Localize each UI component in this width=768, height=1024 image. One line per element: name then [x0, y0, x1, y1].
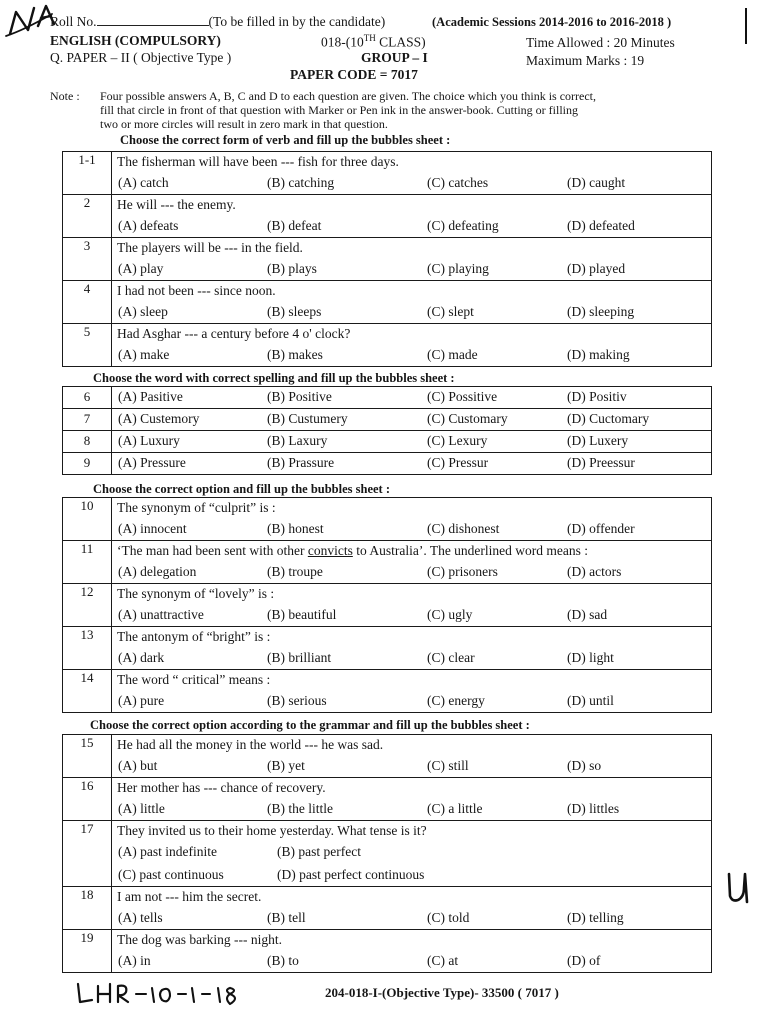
question-row [63, 778, 712, 821]
question-text: The antonym of “bright” is : [117, 629, 271, 644]
roll-label: Roll No. [50, 14, 97, 29]
option-d: (D) past perfect continuous [277, 867, 425, 882]
options-row [112, 257, 711, 280]
question-row [63, 238, 712, 281]
option-a: (A) dark [118, 650, 165, 665]
options-row [112, 906, 711, 929]
question-body [112, 627, 712, 670]
handwritten-margin-mark [724, 870, 754, 906]
note-line-2: fill that circle in front of that question with Marker or Pen ink in the answer-book. Cutting or filling [100, 103, 578, 117]
roll-note: (To be filled in by the candidate) [208, 14, 386, 29]
question-row [63, 887, 712, 930]
option-a: (A) defeats [118, 218, 179, 233]
question-text: Her mother has --- chance of recovery. [117, 780, 326, 795]
option-d: (D) played [567, 261, 626, 276]
question-row [63, 930, 712, 973]
question-text-part: to Australia’. The underlined word means : [352, 543, 589, 558]
option-c: (C) playing [427, 261, 489, 276]
question-body [112, 453, 712, 475]
options-row [112, 171, 711, 194]
option-d: (D) light [567, 650, 614, 665]
question-number: 13 [63, 627, 112, 670]
option-a: (A) in [118, 953, 151, 968]
section-3-table [62, 497, 712, 713]
option-b: (B) tell [267, 910, 306, 925]
option-c: (C) energy [427, 693, 485, 708]
option-b: (B) Prassure [267, 455, 335, 470]
question-text: He had all the money in the world --- he was sad. [117, 737, 384, 752]
option-b: (B) past perfect [277, 844, 361, 859]
option-d: (D) defeated [567, 218, 635, 233]
option-c: (C) a little [427, 801, 483, 816]
question-text: The word “ critical” means : [117, 672, 271, 687]
question-number: 2 [63, 195, 112, 238]
option-a: (A) innocent [118, 521, 187, 536]
option-d: (D) offender [567, 521, 635, 536]
options-row [112, 689, 711, 712]
question-text: He will --- the enemy. [117, 197, 236, 212]
question-number: 3 [63, 238, 112, 281]
options-row [112, 754, 711, 777]
option-d: (D) Cuctomary [567, 411, 650, 426]
question-body [112, 735, 712, 778]
option-a: (A) Pasitive [118, 389, 183, 404]
option-c: (C) made [427, 347, 478, 362]
options-row [112, 797, 711, 820]
question-text: The synonym of “lovely” is : [117, 586, 275, 601]
question-row [63, 281, 712, 324]
options-row [112, 300, 711, 323]
option-a: (A) sleep [118, 304, 168, 319]
option-a: (A) but [118, 758, 158, 773]
section-3-title: Choose the correct option and fill up the bubbles sheet : [93, 482, 391, 496]
question-row [63, 821, 712, 887]
option-a: (A) Custemory [118, 411, 200, 426]
option-a: (A) unattractive [118, 607, 204, 622]
question-number: 4 [63, 281, 112, 324]
paper-type: Q. PAPER – II ( Objective Type ) [50, 50, 232, 65]
question-body [112, 541, 712, 584]
question-text: The players will be --- in the field. [117, 240, 303, 255]
question-row [63, 431, 712, 453]
options-row [112, 409, 711, 430]
option-d: (D) making [567, 347, 630, 362]
question-body [112, 324, 712, 367]
option-c: (C) ugly [427, 607, 473, 622]
question-row [63, 324, 712, 367]
question-row [63, 627, 712, 670]
section-1-title: Choose the correct form of verb and fill up the bubbles sheet : [120, 133, 451, 147]
option-c: (C) Customary [427, 411, 508, 426]
option-d: (D) Positiv [567, 389, 627, 404]
question-body [112, 238, 712, 281]
options-row [112, 431, 711, 452]
option-b: (B) yet [267, 758, 305, 773]
option-b: (B) makes [267, 347, 323, 362]
handwritten-date [74, 980, 244, 1010]
question-text: I had not been --- since noon. [117, 283, 276, 298]
time-allowed: Time Allowed : 20 Minutes [526, 35, 675, 50]
option-a: (A) Luxury [118, 433, 180, 448]
question-text: They invited us to their home yesterday. What tense is it? [117, 823, 427, 838]
option-d: (D) until [567, 693, 614, 708]
footer-code: 204-018-I-(Objective Type)- 33500 ( 7017 ) [325, 985, 559, 1000]
option-d: (D) littles [567, 801, 620, 816]
question-number: 14 [63, 670, 112, 713]
underlined-word: convicts [307, 543, 353, 558]
option-b: (B) to [267, 953, 299, 968]
roll-blank-line [97, 25, 209, 26]
option-c: (C) Possitive [427, 389, 498, 404]
options-row [112, 343, 711, 366]
question-number: 10 [63, 498, 112, 541]
question-text [112, 541, 711, 560]
option-d: (D) sad [567, 607, 608, 622]
option-c: (C) past continuous [118, 867, 224, 882]
question-body [112, 431, 712, 453]
question-row [63, 498, 712, 541]
options-row [112, 863, 711, 886]
option-d: (D) so [567, 758, 602, 773]
note-label: Note : [50, 89, 80, 103]
option-a: (A) catch [118, 175, 169, 190]
question-body [112, 409, 712, 431]
option-c: (C) dishonest [427, 521, 500, 536]
options-row [112, 646, 711, 669]
option-c: (C) prisoners [427, 564, 498, 579]
group-label: GROUP – I [361, 50, 428, 65]
option-b: (B) Custumery [267, 411, 348, 426]
option-b: (B) sleeps [267, 304, 322, 319]
question-row [63, 584, 712, 627]
option-c: (C) clear [427, 650, 475, 665]
question-row [63, 541, 712, 584]
option-b: (B) serious [267, 693, 327, 708]
option-d: (D) caught [567, 175, 626, 190]
question-number: 19 [63, 930, 112, 973]
option-a: (A) delegation [118, 564, 197, 579]
option-c: (C) told [427, 910, 470, 925]
option-a: (A) make [118, 347, 170, 362]
question-body [112, 930, 712, 973]
option-c: (C) slept [427, 304, 474, 319]
question-text: The dog was barking --- night. [117, 932, 282, 947]
option-d: (D) sleeping [567, 304, 635, 319]
option-a: (A) little [118, 801, 165, 816]
option-b: (B) defeat [267, 218, 322, 233]
option-a: (A) tells [118, 910, 163, 925]
question-number: 15 [63, 735, 112, 778]
class-label: 018-(10TH CLASS) [321, 33, 426, 50]
question-row [63, 195, 712, 238]
section-4-title: Choose the correct option according to the grammar and fill up the bubbles sheet : [90, 718, 530, 732]
options-row [112, 560, 711, 583]
option-a: (A) Pressure [118, 455, 186, 470]
option-b: (B) brilliant [267, 650, 332, 665]
option-b: (B) Positive [267, 389, 332, 404]
question-body [112, 670, 712, 713]
question-text-part: ‘The man had been sent with other [117, 543, 308, 558]
section-4-table [62, 734, 712, 973]
question-number: 12 [63, 584, 112, 627]
option-c: (C) Pressur [427, 455, 489, 470]
question-number: 11 [63, 541, 112, 584]
option-b: (B) honest [267, 521, 324, 536]
section-2-table [62, 386, 712, 475]
option-d: (D) telling [567, 910, 624, 925]
question-row [63, 409, 712, 431]
option-b: (B) plays [267, 261, 317, 276]
section-2-title: Choose the word with correct spelling and fill up the bubbles sheet : [93, 371, 455, 385]
question-row [63, 387, 712, 409]
note-line-1: Four possible answers A, B, C and D to each question are given. The choice which you think is correct, [100, 89, 597, 103]
options-row [112, 949, 711, 972]
option-a: (A) pure [118, 693, 165, 708]
question-body [112, 887, 712, 930]
question-body [112, 195, 712, 238]
question-body [112, 152, 712, 195]
question-text: The fisherman will have been --- fish for three days. [117, 154, 399, 169]
paper-code: PAPER CODE = 7017 [290, 67, 418, 82]
question-body [112, 387, 712, 409]
option-b: (B) troupe [267, 564, 323, 579]
question-body [112, 281, 712, 324]
question-number: 18 [63, 887, 112, 930]
question-number: 6 [63, 387, 112, 409]
option-d: (D) Preessur [567, 455, 635, 470]
question-text: The synonym of “culprit” is : [117, 500, 276, 515]
section-1-table [62, 151, 712, 367]
question-text: I am not --- him the secret. [117, 889, 262, 904]
options-row [112, 453, 711, 474]
question-row [63, 152, 712, 195]
option-b: (B) catching [267, 175, 335, 190]
note-line-3: two or more circles will result in zero mark in that question. [100, 117, 388, 131]
option-a: (A) play [118, 261, 164, 276]
question-text: Had Asghar --- a century before 4 o' clock? [117, 326, 351, 341]
question-number: 7 [63, 409, 112, 431]
option-b: (B) Laxury [267, 433, 328, 448]
option-b: (B) the little [267, 801, 333, 816]
question-body [112, 821, 712, 887]
option-a: (A) past indefinite [118, 844, 217, 859]
option-c: (C) Lexury [427, 433, 488, 448]
question-number: 5 [63, 324, 112, 367]
options-row [112, 517, 711, 540]
question-body [112, 498, 712, 541]
question-number: 1-1 [63, 152, 112, 195]
options-row [112, 387, 711, 408]
academic-sessions: (Academic Sessions 2014-2016 to 2016-2018 ) [432, 15, 672, 29]
margin-mark [745, 8, 747, 44]
options-row [112, 840, 711, 863]
class-superscript: TH [363, 33, 376, 43]
option-c: (C) defeating [427, 218, 499, 233]
question-row [63, 453, 712, 475]
question-row [63, 670, 712, 713]
options-row [112, 603, 711, 626]
option-c: (C) catches [427, 175, 489, 190]
question-number: 17 [63, 821, 112, 887]
question-body [112, 778, 712, 821]
option-d: (D) of [567, 953, 601, 968]
question-number: 8 [63, 431, 112, 453]
roll-number-field [50, 14, 385, 30]
subject-title: ENGLISH (COMPULSORY) [50, 33, 221, 48]
option-d: (D) Luxery [567, 433, 629, 448]
option-c: (C) at [427, 953, 459, 968]
question-row [63, 735, 712, 778]
option-c: (C) still [427, 758, 469, 773]
option-b: (B) beautiful [267, 607, 337, 622]
question-body [112, 584, 712, 627]
maximum-marks: Maximum Marks : 19 [526, 53, 645, 68]
option-d: (D) actors [567, 564, 622, 579]
question-number: 16 [63, 778, 112, 821]
options-row [112, 214, 711, 237]
question-number: 9 [63, 453, 112, 475]
